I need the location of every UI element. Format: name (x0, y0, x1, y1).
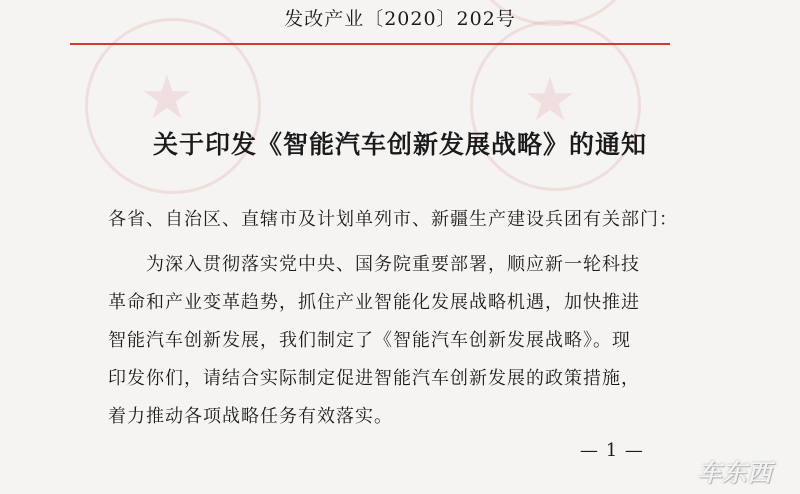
official-seal-right (470, 20, 641, 191)
body-paragraph-line: 智能汽车创新发展，我们制定了《智能汽车创新发展战略》。现 (108, 330, 631, 351)
seal-star-icon: ★ (140, 63, 194, 133)
body-paragraph-line: 印发你们，请结合实际制定促进智能汽车创新发展的政策措施， (108, 368, 640, 389)
addressees-line: 各省、自治区、直辖市及计划单列市、新疆生产建设兵团有关部门： (108, 209, 678, 230)
document-number: 发改产业〔2020〕202号 (284, 8, 516, 30)
document-title: 关于印发《智能汽车创新发展战略》的通知 (152, 130, 647, 159)
body-paragraph-line: 着力推动各项战略任务有效落实。 (108, 406, 393, 427)
red-divider-line (70, 43, 670, 45)
page-number: — 1 — (580, 440, 644, 461)
seal-star-icon: ★ (523, 65, 577, 135)
body-paragraph-line: 为深入贯彻落实党中央、国务院重要部署，顺应新一轮科技 (146, 254, 640, 275)
watermark-logo: 车东西 (697, 458, 773, 487)
body-paragraph-line: 革命和产业变革趋势，抓住产业智能化发展战略机遇，加快推进 (108, 292, 640, 313)
